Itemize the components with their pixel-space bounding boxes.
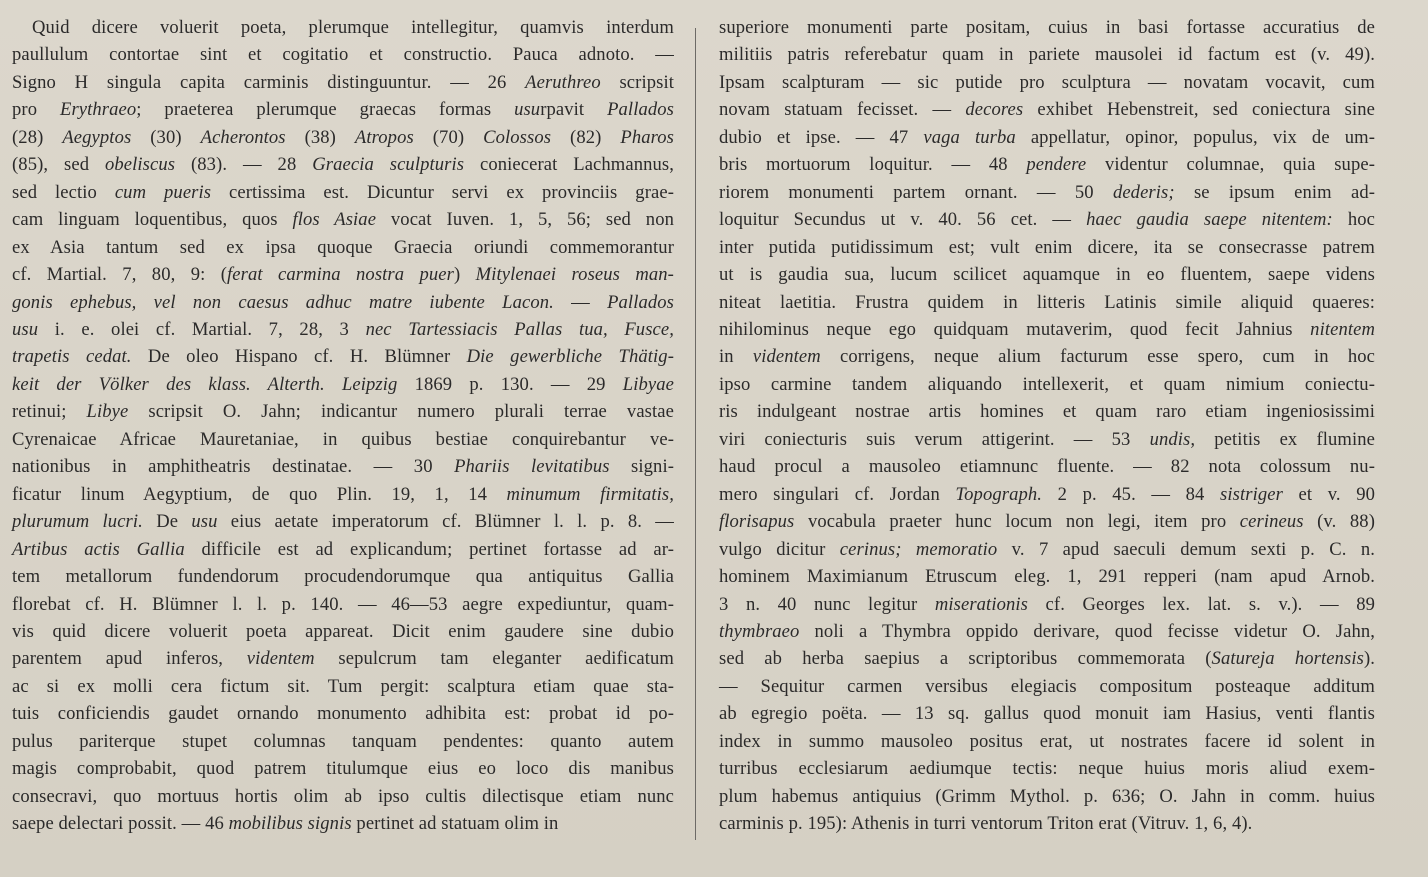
right-text-line: vulgo dicitur cerinus; memoratio v. 7 apud saeculi demum sexti p. C. n. bbox=[719, 538, 1376, 560]
right-text-line: plum habemus antiquius (Grimm Mythol. p. 636; O. Jahn in comm. huius bbox=[719, 785, 1375, 807]
left-text-line: magis comprobabit, quod patrem titulumque eius eo loco dis manibus bbox=[12, 758, 674, 780]
left-text-line: tuis conficiendis gaudet ornando monumento adhibita est: probat id po- bbox=[12, 703, 674, 725]
right-text-line: mero singulari cf. Jordan Topograph. 2 p. 45. — 84 sistriger et v. 90 bbox=[719, 483, 1375, 505]
left-text-line: nationibus in amphitheatris destinatae. — 30 Phariis levitatibus signi- bbox=[12, 456, 675, 478]
right-text-line: — Sequitur carmen versibus elegiacis compositum posteaque additum bbox=[719, 675, 1375, 697]
left-text-line: vis quid dicere voluerit poeta appareat. Dicit enim gaudere sine dubio bbox=[12, 620, 674, 642]
left-column bbox=[12, 14, 674, 838]
left-text-line: trapetis cedat. De oleo Hispano cf. H. Blümner Die gewerbliche Thätig- bbox=[12, 346, 674, 368]
left-text-line: gonis ephebus, vel non caesus adhuc matre iubente Lacon. — Pallados bbox=[12, 291, 674, 313]
left-text-line: Signo H singula capita carminis distinguuntur. — 26 Aeruthreo scripsit bbox=[12, 71, 674, 93]
left-text-line: keit der Völker des klass. Alterth. Leipzig 1869 p. 130. — 29 Libyae bbox=[12, 373, 674, 395]
right-text-line: 3 n. 40 nunc legitur miserationis cf. Georges lex. lat. s. v.). — 89 bbox=[719, 593, 1376, 615]
left-text-line: cf. Martial. 7, 80, 9: (ferat carmina nostra puer) Mitylenaei roseus man- bbox=[12, 264, 674, 286]
right-text-line: carminis p. 195): Athenis in turri ventorum Triton erat (Vitruv. 1, 6, 4). bbox=[719, 813, 1253, 835]
right-text-line: dubio et ipse. — 47 vaga turba appellatur, opinor, populus, vix de um- bbox=[719, 126, 1375, 148]
left-text-line: pulus pariterque stupet columnas tanquam pendentes: quanto autem bbox=[12, 730, 674, 752]
right-text-line: superiore monumenti parte positam, cuius in basi fortasse accuratius de bbox=[719, 17, 1375, 38]
left-text-line: parentem apud inferos, videntem sepulcrum tam eleganter aedificatum bbox=[12, 648, 674, 670]
right-text-line: thymbraeo noli a Thymbra oppido derivare, quod fecisse videtur O. Jahn, bbox=[719, 620, 1375, 642]
right-text-line: Ipsam scalpturam — sic putide pro sculptura — novatam vocavit, cum bbox=[719, 71, 1375, 93]
left-text-line: retinui; Libye scripsit O. Jahn; indicantur numero plurali terrae vastae bbox=[12, 401, 674, 423]
right-text-line: nihilominus neque ego quidquam mutaverim, quod fecit Jahnius nitentem bbox=[719, 318, 1375, 340]
right-text-line: sed ab herba saepius a scriptoribus commemorata (Satureja hortensis). bbox=[719, 648, 1375, 670]
right-text-line: niteat laetitia. Frustra quidem in litteris Latinis simile aliquid quaeres: bbox=[719, 291, 1375, 313]
left-text-line: Cyrenaicae Africae Mauretaniae, in quibus bestiae conquirebantur ve- bbox=[12, 428, 674, 450]
right-text-line: inter putida putidissimum est; vult enim dicere, ita se consecrasse patrem bbox=[719, 236, 1375, 258]
right-text-line: florisapus vocabula praeter hunc locum non legi, item pro cerineus (v. 88) bbox=[719, 511, 1375, 533]
left-text-line: florebat cf. H. Blümner l. l. p. 140. — 46—53 aegre expediuntur, quam- bbox=[12, 593, 674, 615]
left-text-line: usu i. e. olei cf. Martial. 7, 28, 3 nec Tartessiacis Pallas tua, Fusce, bbox=[12, 318, 674, 340]
right-column bbox=[719, 14, 1375, 838]
right-text-line: in videntem corrigens, neque alium facturum esse spero, cum in hoc bbox=[719, 346, 1375, 368]
right-text-line: haud procul a mausoleo etiamnunc fluente. — 82 nota colossum nu- bbox=[719, 456, 1375, 478]
left-text-line: sed lectio cum pueris certissima est. Dicuntur servi ex provinciis grae- bbox=[12, 181, 674, 203]
right-text-line: ipso carmine tandem aliquando intellexerit, et quam nimium coniectu- bbox=[719, 373, 1375, 395]
right-text-line: hominem Maximianum Etruscum eleg. 1, 291 repperi (nam apud Arnob. bbox=[719, 566, 1375, 588]
right-text-line: novam statuam fecisset. — decores exhibet Hebenstreit, sed coniectura sine bbox=[719, 99, 1375, 121]
right-text-line: turribus ecclesiarum aediumque tectis: neque huius moris aliud exem- bbox=[719, 758, 1375, 780]
right-text-line: viri coniecturis suis verum attigerint. — 53 undis, petitis ex flumine bbox=[719, 428, 1375, 450]
left-text-line: tem metallorum fundendorum procudendorumque qua antiquitus Gallia bbox=[12, 566, 674, 588]
right-text-line: bris mortuorum loquitur. — 48 pendere videntur columnae, quia supe- bbox=[719, 154, 1375, 176]
left-text-line: plurumum lucri. De usu eius aetate imperatorum cf. Blümner l. l. p. 8. — bbox=[12, 511, 675, 533]
left-text-line: Quid dicere voluerit poeta, plerumque intellegitur, quamvis interdum bbox=[32, 17, 674, 38]
left-text-line: ficatur linum Aegyptium, de quo Plin. 19, 1, 14 minumum firmitatis, bbox=[12, 483, 675, 505]
column-divider bbox=[695, 28, 696, 840]
right-text-line: militiis patris referebatur quam in pariete mausolei id factum est (v. 49). bbox=[719, 44, 1375, 66]
left-text-line: paullulum contortae sint et cogitatio et constructio. Pauca adnoto. — bbox=[12, 44, 674, 66]
right-text-line: ab egregio poëta. — 13 sq. gallus quod monuit iam Hasius, venti flantis bbox=[719, 703, 1375, 725]
left-text-line: (85), sed obeliscus (83). — 28 Graecia sculpturis coniecerat Lachmannus, bbox=[12, 154, 674, 176]
left-text-line: ac si ex molli cera fictum sit. Tum pergit: scalptura etiam quae sta- bbox=[12, 675, 674, 697]
right-text-line: ris indulgeant nostrae artis homines et quam raro etiam ingeniosissimi bbox=[719, 401, 1375, 423]
left-text-line: ex Asia tantum sed ex ipsa quoque Graecia oriundi commemorantur bbox=[12, 236, 674, 258]
right-text-line: loquitur Secundus ut v. 40. 56 cet. — haec gaudia saepe nitentem: hoc bbox=[719, 209, 1375, 231]
right-text-line: riorem monumenti partem ornant. — 50 dederis; se ipsum enim ad- bbox=[719, 181, 1376, 203]
left-text-line: Artibus actis Gallia difficile est ad explicandum; pertinet fortasse ad ar- bbox=[12, 538, 674, 560]
left-text-line: pro Erythraeo; praeterea plerumque graecas formas usurpavit Pallados bbox=[12, 99, 674, 121]
right-text-line: index in summo mausoleo positus erat, ut nostrates facere id solent in bbox=[719, 730, 1375, 752]
left-text-line: consecravi, quo mortuus hortis olim ab ipso cultis dilectisque etiam nunc bbox=[12, 785, 674, 807]
right-text-line: ut is gaudia sua, lucum scilicet aquamque in eo fluentem, saepe videns bbox=[719, 264, 1375, 286]
left-text-line: (28) Aegyptos (30) Acherontos (38) Atropos (70) Colossos (82) Pharos bbox=[12, 126, 675, 148]
left-text-line: saepe delectari possit. — 46 mobilibus signis pertinet ad statuam olim in bbox=[12, 813, 559, 835]
left-text-line: cam linguam loquentibus, quos flos Asiae vocat Iuven. 1, 5, 56; sed non bbox=[12, 209, 674, 231]
